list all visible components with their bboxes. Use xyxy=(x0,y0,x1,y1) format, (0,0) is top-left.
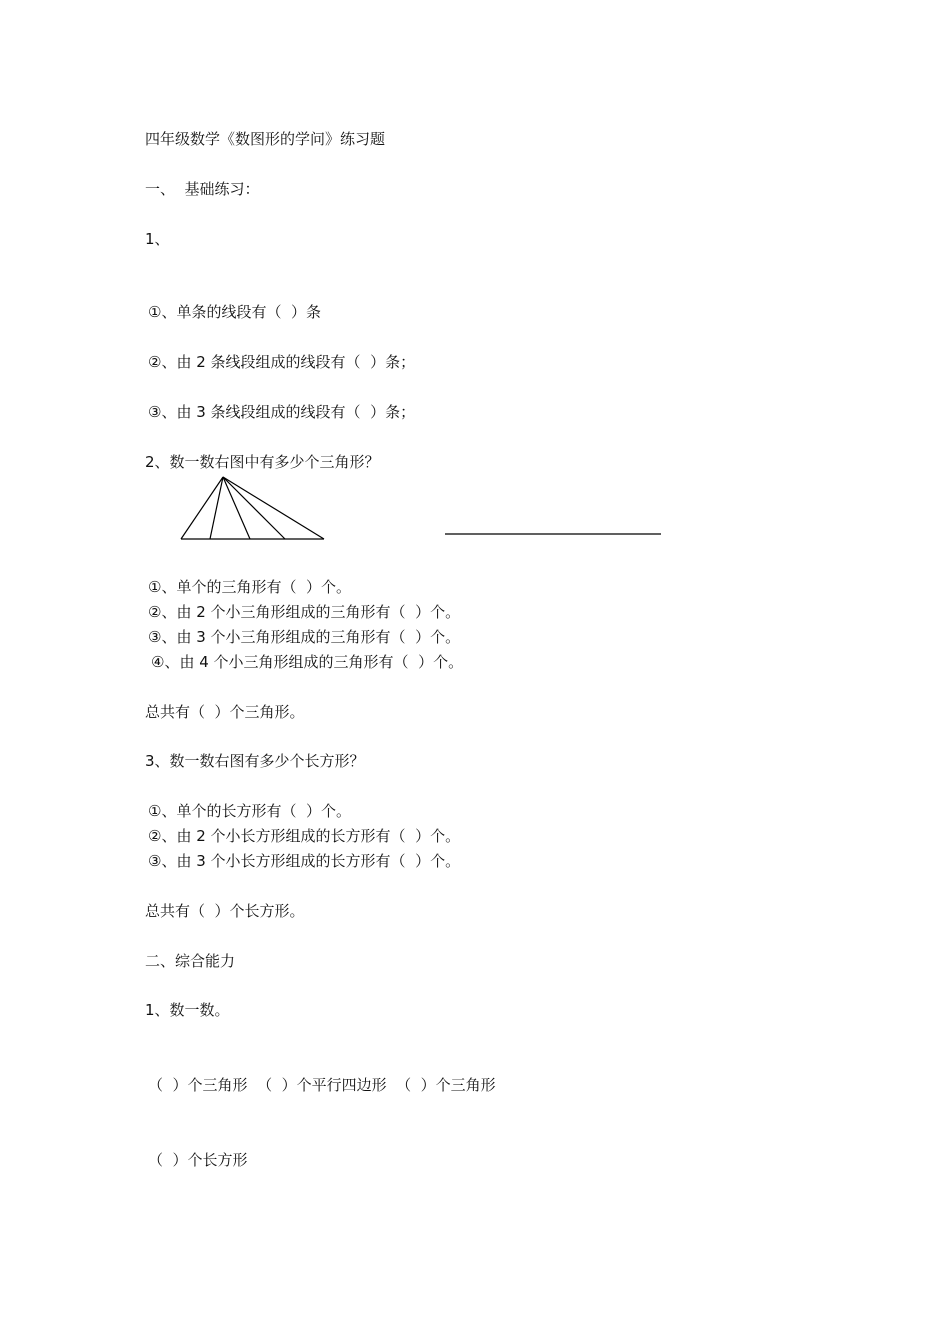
q3-item-3: ③、由 3 个小长方形组成的长方形有（ ）个。 xyxy=(148,852,461,870)
q2-total: 总共有（ ）个三角形。 xyxy=(145,703,305,721)
segment-line-figure xyxy=(445,532,665,536)
q3-item-2: ②、由 2 个小长方形组成的长方形有（ ）个。 xyxy=(148,827,461,845)
q2-item-2: ②、由 2 个小三角形组成的三角形有（ ）个。 xyxy=(148,603,461,621)
triangle-figure xyxy=(178,474,328,544)
triangle-edge-right xyxy=(223,477,324,539)
q2-item-4: ④、由 4 个小三角形组成的三角形有（ ）个。 xyxy=(151,653,464,671)
s2-q1-answers-row2: （ ）个长方形 xyxy=(148,1151,248,1169)
q2-prompt: 2、数一数右图中有多少个三角形？ xyxy=(145,453,380,471)
q1-item-1: ①、单条的线段有（ ）条 xyxy=(148,303,321,321)
s2-q1-prompt: 1、数一数。 xyxy=(145,1001,230,1019)
q1-number: 1、 xyxy=(145,230,170,248)
q3-item-1: ①、单个的长方形有（ ）个。 xyxy=(148,802,351,820)
q2-item-1: ①、单个的三角形有（ ）个。 xyxy=(148,578,351,596)
q3-prompt: 3、数一数右图有多少个长方形？ xyxy=(145,752,365,770)
page-title: 四年级数学《数图形的学问》练习题 xyxy=(145,130,386,148)
q1-item-2: ②、由 2 条线段组成的线段有（ ）条； xyxy=(148,353,416,371)
q3-total: 总共有（ ）个长方形。 xyxy=(145,902,305,920)
q1-item-3: ③、由 3 条线段组成的线段有（ ）条； xyxy=(148,403,416,421)
section2-heading: 二、综合能力 xyxy=(145,952,236,970)
q2-item-3: ③、由 3 个小三角形组成的三角形有（ ）个。 xyxy=(148,628,461,646)
section1-heading: 一、 基础练习： xyxy=(145,180,260,198)
s2-q1-answers-row1: （ ）个三角形 （ ）个平行四边形 （ ）个三角形 xyxy=(148,1076,496,1094)
triangle-inner-line-2 xyxy=(223,477,250,539)
triangle-inner-line-3 xyxy=(223,477,285,539)
